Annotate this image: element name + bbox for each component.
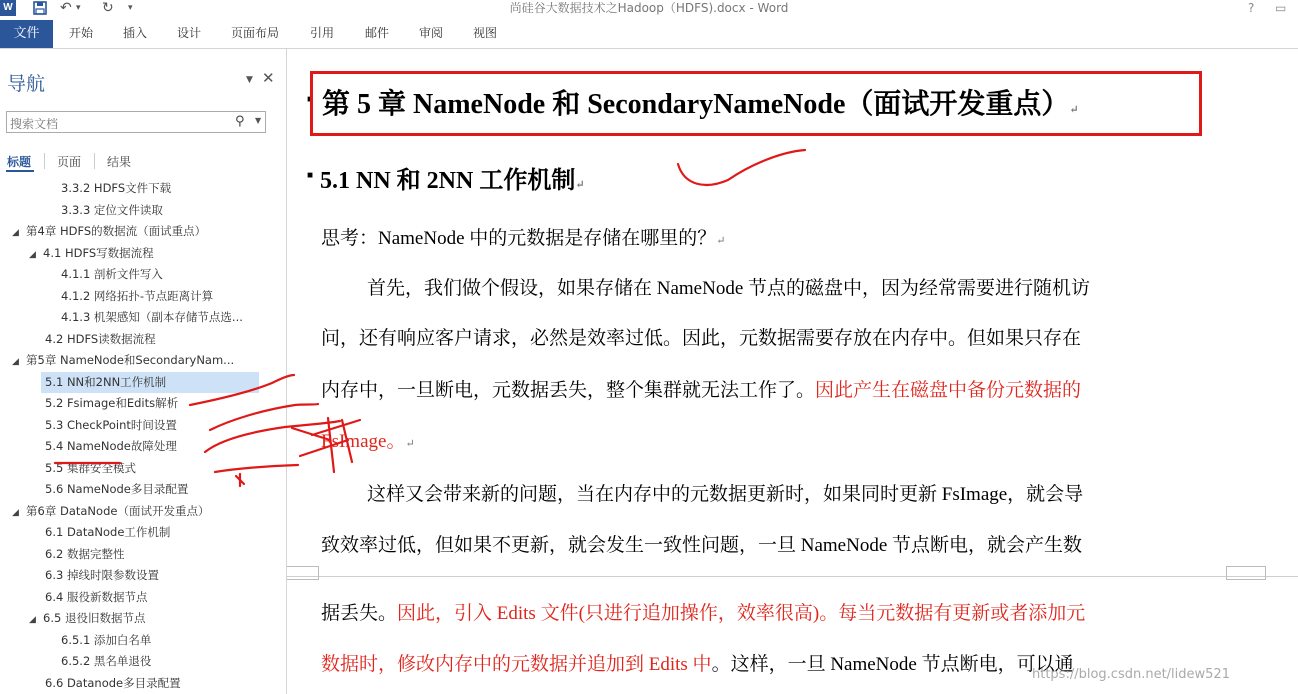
tab-layout[interactable]: 页面布局 [231,26,280,40]
page-corner-mark [287,566,319,580]
bullet-mark: ■ [307,94,314,105]
annotation-box [310,71,1202,136]
tab-review[interactable]: 审阅 [419,26,444,40]
tab-pages[interactable]: 页面 [57,155,82,169]
tab-results[interactable]: 结果 [107,155,132,169]
nav-item[interactable]: 5.5 集群安全模式 [45,461,136,475]
nav-item[interactable]: ◢ 第4章 HDFS的数据流（面试重点） [12,221,206,242]
nav-item[interactable]: 4.1.3 机架感知（副本存储节点选... [61,310,243,324]
paragraph-line: FsImage。↵ [321,431,415,452]
bullet-mark: ■ [307,170,314,181]
tab-view[interactable]: 视图 [473,26,498,40]
nav-item[interactable]: 6.4 服役新数据节点 [45,590,148,604]
watermark: https://blog.csdn.net/lidew521 [1032,667,1230,682]
nav-item[interactable]: 3.3.2 HDFS文件下载 [61,181,172,195]
divider [44,153,45,169]
paragraph-line: 数据时，修改内存中的元数据并追加到 Edits 中。这样，一旦 NameNode 节点断电，可以通 [321,654,1074,675]
tab-references[interactable]: 引用 [310,26,335,40]
collapse-icon: ◢ [29,250,36,260]
paragraph-line: 据丢失。因此，引入 Edits 文件(只进行追加操作，效率很高)。每当元数据有更新或者添加元 [321,603,1086,624]
paragraph-line: 这样又会带来新的问题，当在内存中的元数据更新时，如果同时更新 FsImage，就会导 [367,484,1084,505]
tab-mailings[interactable]: 邮件 [365,26,390,40]
nav-item[interactable]: 5.2 Fsimage和Edits解析 [45,396,179,410]
collapse-icon: ◢ [12,357,19,367]
nav-item[interactable]: ◢ 第6章 DataNode（面试开发重点） [12,501,209,522]
search-placeholder: 搜索文档 [10,117,59,131]
nav-item[interactable]: 6.5.1 添加白名单 [61,633,152,647]
page-break [287,576,1298,577]
tab-design[interactable]: 设计 [177,26,202,40]
page-corner-mark [1226,566,1266,580]
nav-item[interactable]: ◢ 第5章 NameNode和SecondaryNam... [12,350,234,371]
ribbon-tabs [0,20,1298,49]
nav-item-selected[interactable]: 5.1 NN和2NN工作机制 [41,372,259,393]
divider [94,153,95,169]
tab-file[interactable]: 文件 [0,20,53,48]
customize-qat-icon[interactable]: ▾ [128,3,133,13]
nav-item[interactable]: ◢ 4.1 HDFS写数据流程 [29,243,154,264]
ribbon-display-button[interactable]: ▭ [1275,1,1287,15]
paragraph-line: 首先，我们做个假设，如果存储在 NameNode 节点的磁盘中，因为经常需要进行随机访 [367,278,1091,299]
nav-item[interactable]: 4.1.2 网络拓扑-节点距离计算 [61,289,214,303]
nav-item[interactable]: 3.3.3 定位文件读取 [61,203,163,217]
search-icon[interactable]: ⚲ [235,114,245,129]
paragraph-line: 问，还有响应客户请求，必然是效率过低。因此，元数据需要存放在内存中。但如果只存在 [321,328,1082,349]
redo-icon[interactable]: ↻ [102,0,114,16]
nav-item[interactable]: 6.2 数据完整性 [45,547,125,561]
collapse-icon: ◢ [29,615,36,625]
document-page[interactable] [287,49,1298,694]
window-title: 尚硅谷大数据技术之Hadoop（HDFS).docx - Word [509,1,789,15]
undo-dropdown-icon[interactable]: ▾ [76,3,81,13]
active-tab-indicator [6,170,34,172]
undo-icon[interactable]: ↶ [60,0,72,16]
nav-item[interactable]: 6.3 掉线时限参数设置 [45,568,159,582]
nav-item[interactable]: 6.1 DataNode工作机制 [45,525,171,539]
nav-item[interactable]: 4.2 HDFS读数据流程 [45,332,156,346]
nav-item[interactable]: 5.4 NameNode故障处理 [45,439,177,453]
nav-item[interactable]: 6.5.2 黑名单退役 [61,654,152,668]
search-input[interactable] [6,111,266,133]
title-bar [0,0,1298,20]
collapse-icon: ◢ [12,228,19,238]
nav-item[interactable]: 6.6 Datanode多目录配置 [45,676,181,690]
chapter-heading: 第 5 章 NameNode 和 SecondaryNameNode（面试开发重点）↵ [322,89,1079,120]
nav-item[interactable]: 5.6 NameNode多目录配置 [45,482,189,496]
paragraph-line: 致效率过低，但如果不更新，就会发生一致性问题，一旦 NameNode 节点断电，就会产生数 [321,535,1083,556]
question-paragraph: 思考：NameNode 中的元数据是存储在哪里的？↵ [321,228,726,249]
close-icon[interactable]: ✕ [262,69,275,87]
nav-item[interactable]: 5.3 CheckPoint时间设置 [45,418,177,432]
collapse-icon: ◢ [12,508,19,518]
nav-item[interactable]: ◢ 6.5 退役旧数据节点 [29,608,145,629]
navigation-pane [0,49,287,694]
tab-headings[interactable]: 标题 [7,155,32,169]
paragraph-line: 内存中，一旦断电，元数据丢失，整个集群就无法工作了。因此产生在磁盘中备份元数据的 [321,380,1082,401]
word-logo-icon: W [0,0,16,16]
section-heading: 5.1 NN 和 2NN 工作机制↵ [320,168,585,194]
nav-title: 导航 [7,73,46,95]
chevron-down-icon[interactable]: ▼ [255,116,262,125]
tab-home[interactable]: 开始 [69,26,94,40]
nav-item[interactable]: 4.1.1 剖析文件写入 [61,267,163,281]
help-button[interactable]: ? [1248,1,1255,15]
tab-insert[interactable]: 插入 [123,26,148,40]
nav-options-icon[interactable]: ▼ [246,75,253,85]
